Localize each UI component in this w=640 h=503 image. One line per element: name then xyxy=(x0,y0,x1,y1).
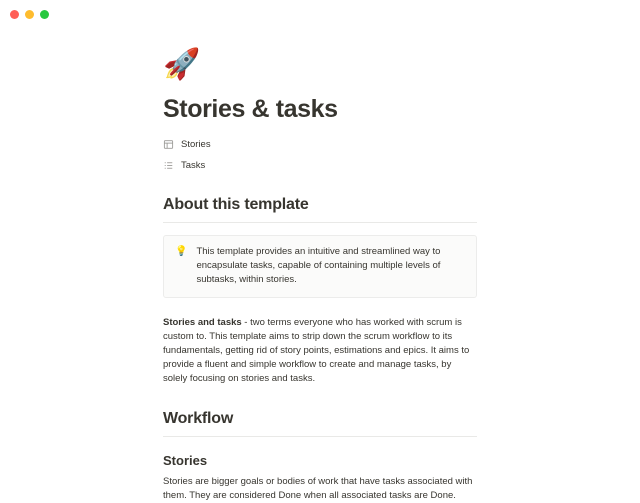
property-label-tasks: Tasks xyxy=(181,160,206,171)
workflow-section xyxy=(163,410,477,503)
page-body xyxy=(0,50,640,503)
window-titlebar xyxy=(0,0,640,28)
section-heading-about: About this template xyxy=(163,196,309,213)
database-icon xyxy=(163,139,174,150)
callout-text: This template provides an intuitive and streamlined way to encapsulate tasks, capable of containing multiple levels of subtasks, within stories. xyxy=(196,246,441,285)
section-divider-about xyxy=(163,222,477,223)
about-paragraph xyxy=(163,316,477,386)
property-row-stories[interactable] xyxy=(163,136,477,153)
subsection-heading-stories: Stories xyxy=(163,453,208,468)
stories-paragraph: Stories are bigger goals or bodies of work that have tasks associated with them. They are considered Done when all associated tasks are Done. xyxy=(163,476,473,501)
document-content xyxy=(0,50,640,503)
about-paragraph-rest: - two terms everyone who has worked with scrum is custom to. This template aims to strip down the scrum workflow to its fundamentals, getting rid of story points, estimations and epics. It aims to provide a fluent and simple workflow to create and manage tasks, by solely focusing on stories and tasks. xyxy=(163,317,470,384)
property-label-stories: Stories xyxy=(181,139,211,150)
close-window-button[interactable] xyxy=(10,10,19,19)
callout-block xyxy=(163,235,477,298)
list-icon xyxy=(163,160,174,171)
section-heading-workflow: Workflow xyxy=(163,410,234,427)
window-controls xyxy=(10,10,49,19)
zoom-window-button[interactable] xyxy=(40,10,49,19)
section-divider-workflow xyxy=(163,436,477,437)
rocket-icon[interactable]: 🚀 xyxy=(163,48,201,81)
stories-subsection xyxy=(163,453,477,503)
lightbulb-icon: 💡 xyxy=(175,246,188,257)
page-title[interactable]: Stories & tasks xyxy=(163,95,338,123)
property-row-tasks[interactable] xyxy=(163,157,477,174)
about-paragraph-lead: Stories and tasks xyxy=(163,317,242,328)
minimize-window-button[interactable] xyxy=(25,10,34,19)
